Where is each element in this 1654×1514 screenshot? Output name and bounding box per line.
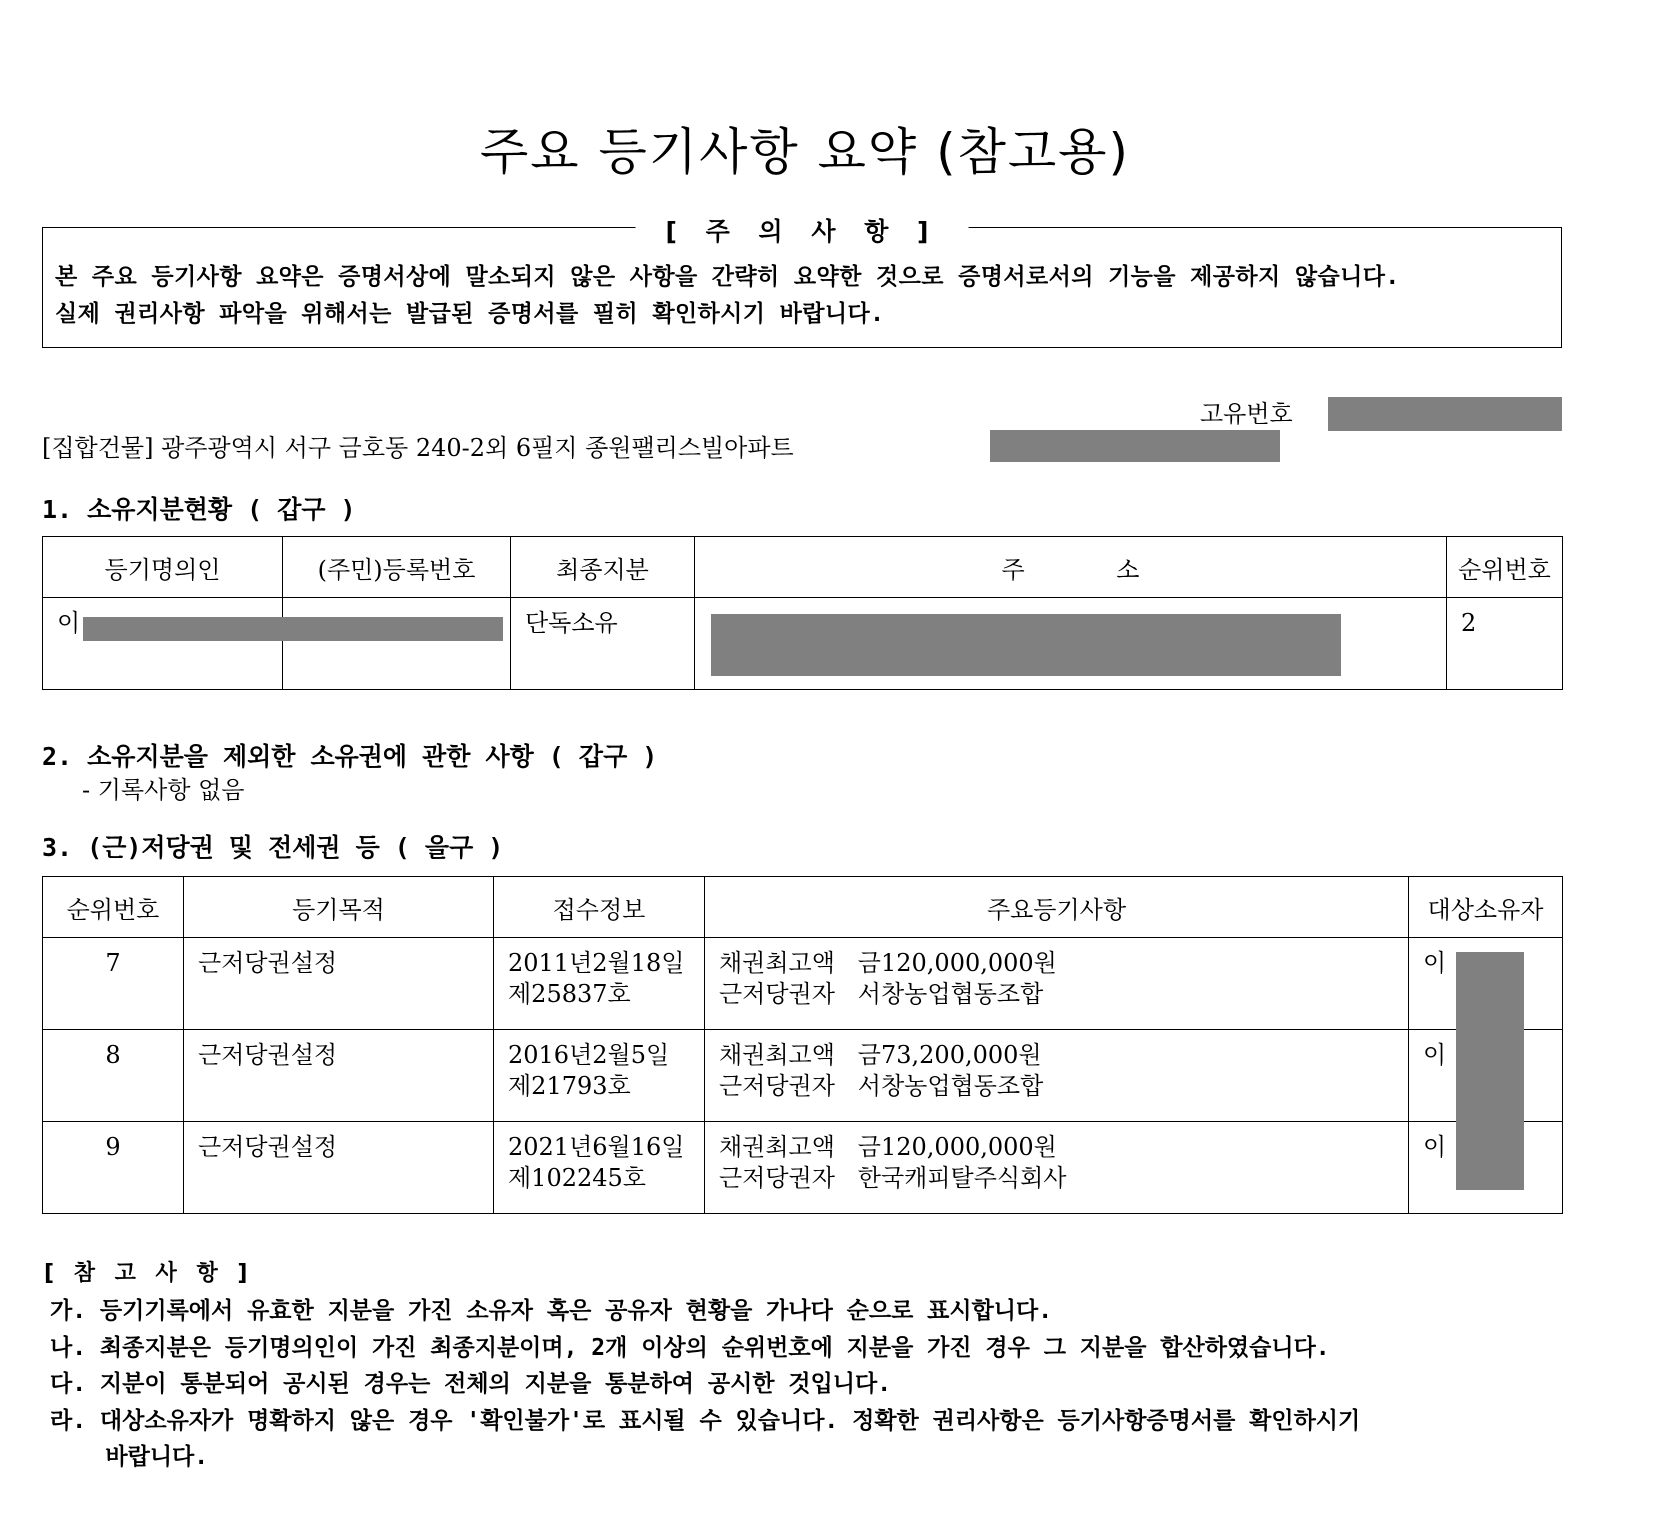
rank-cell [43,1030,184,1122]
section-2-note: - 기록사항 없음 [82,776,245,804]
header-rank: 순위번호 [43,877,184,938]
ownership-table [42,536,1563,690]
mortgagee: 근저당권자 한국캐피탈주식회사 [719,1164,1067,1192]
rank: 8 [105,1041,121,1069]
details-cell [705,938,1409,1030]
target-owner: 이 [1423,1133,1447,1161]
share: 단독소유 [525,609,618,637]
max-claim: 채권최고액 금73,200,000원 [719,1041,1042,1069]
reg-no-cell [283,598,511,690]
purpose: 근저당권설정 [198,1133,338,1161]
redacted-unique-number [1328,397,1562,431]
header-reg-no: (주민)등록번호 [283,537,511,598]
reference-item: 다. 지분이 통분되어 공시된 경우는 전체의 지분을 통분하여 공시한 것입니다. [50,1371,892,1397]
owner-name: 이 [57,609,81,637]
max-claim: 채권최고액 금120,000,000원 [719,949,1057,977]
redacted-unit-number [990,430,1280,462]
rank-cell [1447,598,1563,690]
header-address: 주 소 [695,537,1447,598]
owner-name-cell [43,598,283,690]
rank: 9 [105,1133,121,1161]
purpose-cell [184,1030,494,1122]
property-address: [집합건물] 광주광역시 서구 금호동 240-2외 6필지 종원팰리스빌아파트 [42,434,794,462]
table-header-row [43,537,1563,598]
rank-cell [43,938,184,1030]
section-2-title: 2. 소유지분을 제외한 소유권에 관한 사항 ( 갑구 ) [42,742,658,771]
receipt-cell [494,1122,705,1214]
section-3-title: 3. (근)저당권 및 전세권 등 ( 을구 ) [42,833,504,862]
header-target-owner: 대상소유자 [1409,877,1563,938]
target-owner: 이 [1423,1041,1447,1069]
max-claim: 채권최고액 금120,000,000원 [719,1133,1057,1161]
table-row [43,1030,1563,1122]
header-rank: 순위번호 [1447,537,1563,598]
target-owner: 이 [1423,949,1447,977]
purpose-cell [184,1122,494,1214]
mortgagee: 근저당권자 서창농업협동조합 [719,1072,1044,1100]
receipt-number: 제25837호 [508,980,631,1008]
details-cell [705,1122,1409,1214]
rank-cell [43,1122,184,1214]
receipt-cell [494,938,705,1030]
header-details: 주요등기사항 [705,877,1409,938]
reference-item: 라. 대상소유자가 명확하지 않은 경우 '확인불가'로 표시될 수 있습니다. 정확한 권리사항은 등기사항증명서를 확인하시기 [50,1408,1361,1434]
receipt-number: 제102245호 [508,1164,646,1192]
address-cell [695,598,1447,690]
share-cell [511,598,695,690]
rank: 7 [105,949,121,977]
table-row [43,938,1563,1030]
notice-box [42,217,1562,348]
reference-item: 가. 등기기록에서 유효한 지분을 가진 소유자 혹은 공유자 현황을 가나다 순으로 표시합니다. [50,1298,1053,1324]
receipt-date: 2016년2월5일 [508,1041,670,1069]
notice-heading: [ 주 의 사 항 ] [636,212,969,248]
unique-number-label: 고유번호 [1200,400,1293,428]
header-receipt: 접수정보 [494,877,705,938]
reference-item: 바랍니다. [50,1444,209,1470]
receipt-date: 2011년2월18일 [508,949,685,977]
purpose: 근저당권설정 [198,1041,338,1069]
header-owner: 등기명의인 [43,537,283,598]
details-cell [705,1030,1409,1122]
receipt-number: 제21793호 [508,1072,631,1100]
notice-line-1: 본 주요 등기사항 요약은 증명서상에 말소되지 않은 사항을 간략히 요약한 것으로 증명서로서의 기능을 제공하지 않습니다. [55,264,1400,290]
section-1-title: 1. 소유지분현황 ( 갑구 ) [42,495,356,524]
redacted-owner-address [711,614,1341,676]
page-title: 주요 등기사항 요약 (참고용) [480,123,1130,181]
purpose: 근저당권설정 [198,949,338,977]
mortgage-table [42,876,1563,1214]
purpose-cell [184,938,494,1030]
notice-line-2: 실제 권리사항 파악을 위해서는 발급된 증명서를 필히 확인하시기 바랍니다. [55,301,885,327]
receipt-date: 2021년6월16일 [508,1133,685,1161]
header-purpose: 등기목적 [184,877,494,938]
receipt-cell [494,1030,705,1122]
redacted-target-owners [1456,952,1524,1190]
table-header-row [43,877,1563,938]
rank: 2 [1461,609,1477,637]
reference-heading: [ 참 고 사 항 ] [44,1261,254,1286]
table-row [43,598,1563,690]
table-row [43,1122,1563,1214]
reference-item: 나. 최종지분은 등기명의인이 가진 최종지분이며, 2개 이상의 순위번호에 지분을 가진 경우 그 지분을 합산하였습니다. [50,1335,1330,1361]
mortgagee: 근저당권자 서창농업협동조합 [719,980,1044,1008]
header-share: 최종지분 [511,537,695,598]
